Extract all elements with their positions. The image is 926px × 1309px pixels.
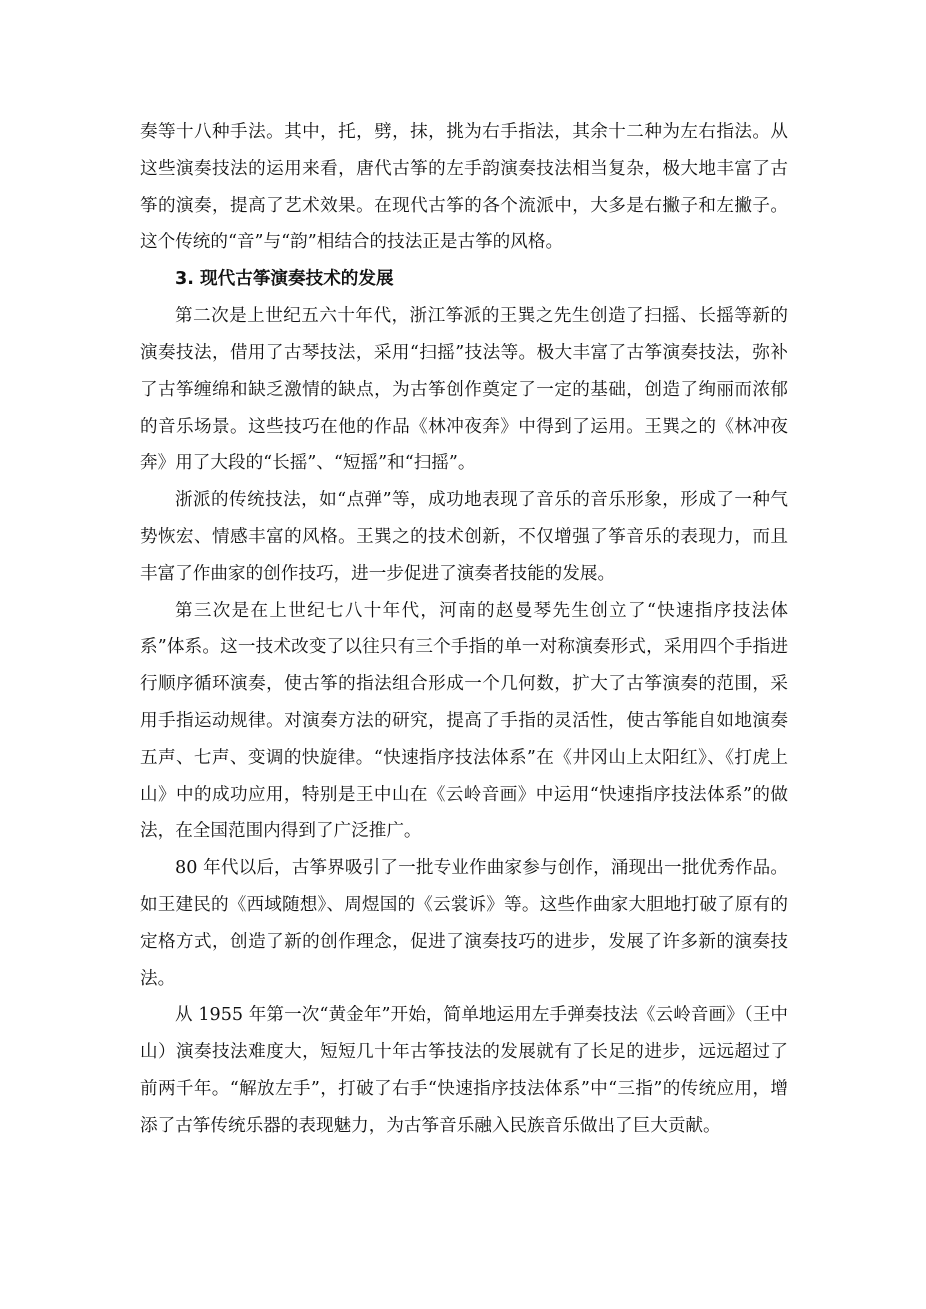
paragraph-1980s: 80 年代以后，古筝界吸引了一批专业作曲家参与创作，涌现出一批优秀作品。如王建民的《西域随想》、周煜国的《云裳诉》等。这些作曲家大胆地打破了原有的定格方式，创造了新的创作理念，促进了演奏技巧的进步，发展了许多新的演奏技法。	[140, 858, 788, 989]
document-page	[140, 114, 788, 1145]
paragraph-zhe-school: 浙派的传统技法，如“点弹”等，成功地表现了音乐的音乐形象，形成了一种气势恢宏、情感丰富的风格。王巽之的技术创新，不仅增强了筝音乐的表现力，而且丰富了作曲家的创作技巧，进一步促进了演奏者技能的发展。	[140, 490, 788, 584]
paragraph-continued: 奏等十八种手法。其中，托，劈，抹，挑为右手指法，其余十二种为左右指法。从这些演奏技法的运用来看，唐代古筝的左手韵演奏技法相当复杂，极大地丰富了古筝的演奏，提高了艺术效果。在现代古筝的各个流派中，大多是右撇子和左撇子。这个传统的“音”与“韵”相结合的技法正是古筝的风格。	[140, 122, 788, 253]
paragraph-second-wave: 第二次是上世纪五六十年代，浙江筝派的王巽之先生创造了扫摇、长摇等新的演奏技法，借用了古琴技法，采用“扫摇”技法等。极大丰富了古筝演奏技法，弥补了古筝缠绵和缺乏激情的缺点，为古筝创作奠定了一定的基础，创造了绚丽而浓郁的音乐场景。这些技巧在他的作品《林冲夜奔》中得到了运用。王巽之的《林冲夜奔》用了大段的“长摇”、“短摇”和“扫摇”。	[140, 306, 788, 474]
section-heading: 3. 现代古筝演奏技术的发展	[175, 269, 394, 290]
paragraph-third-wave: 第三次是在上世纪七八十年代，河南的赵曼琴先生创立了“快速指序技法体系”体系。这一技术改变了以往只有三个手指的单一对称演奏形式，采用四个手指进行顺序循环演奏，使古筝的指法组合形成一个几何数，扩大了古筝演奏的范围，采用手指运动规律。对演奏方法的研究，提高了手指的灵活性，使古筝能自如地演奏五声、七声、变调的快旋律。“快速指序技法体系”在《井冈山上太阳红》、《打虎上山》中的成功应用，特别是王中山在《云岭音画》中运用“快速指序技法体系”的做法，在全国范围内得到了广泛推广。	[140, 600, 788, 842]
paragraph-since-1955: 从 1955 年第一次“黄金年”开始，简单地运用左手弹奏技法《云岭音画》（王中山）演奏技法难度大，短短几十年古筝技法的发展就有了长足的进步，远远超过了前两千年。“解放左手”，打破了右手“快速指序技法体系”中“三指”的传统应用，增添了古筝传统乐器的表现魅力，为古筝音乐融入民族音乐做出了巨大贡献。	[140, 1005, 788, 1136]
